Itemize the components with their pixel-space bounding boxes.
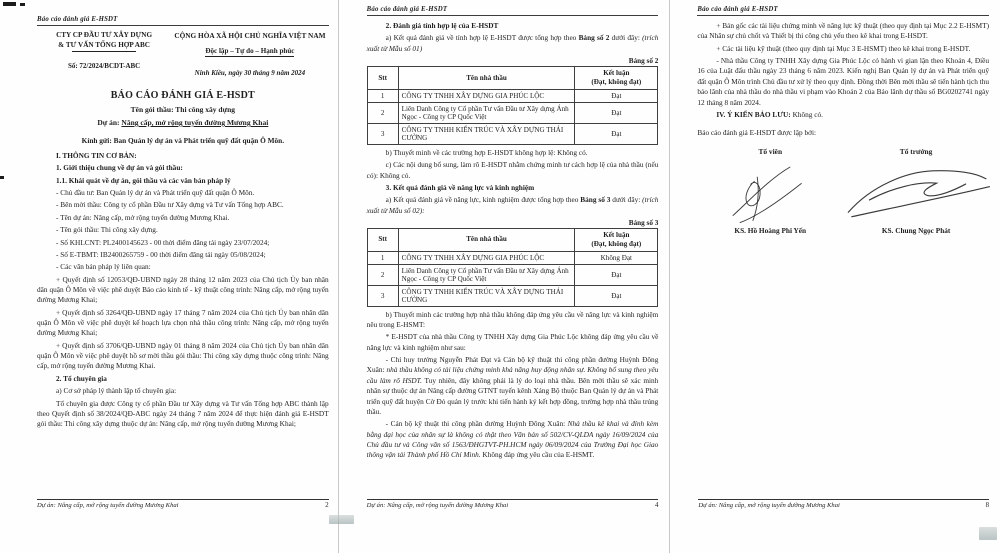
paragraph: - Số KHLCNT: PL2400145623 - 00 thời điểm đăng tải ngày 23/07/2024; bbox=[56, 237, 270, 247]
table-cell: 1 bbox=[367, 89, 398, 102]
table2-label: Bảng số 2 bbox=[628, 57, 659, 66]
eligibility-results-table bbox=[367, 66, 659, 145]
paragraph: + Quyết định số 3264/QĐ-UBND ngày 17 tháng 7 năm 2024 của Chủ tịch Ủy ban nhân dân quận Ô Môn về việc phê duyệt kế hoạch lựa chọn nhà thầu công trình: Nâng cấp, mở rộng tuyến đường Mương Khai; bbox=[37, 307, 329, 338]
scanner-watermark bbox=[329, 515, 354, 524]
page2-body-mid bbox=[367, 148, 659, 216]
table-cell: Liên Danh Công ty Cổ phần Tư vấn Đầu tư Xây dựng Ánh Ngọc - Công ty CP Quốc Việt bbox=[398, 264, 575, 285]
paragraph: Báo cáo đánh giá E-HSDT được lập bởi: bbox=[697, 128, 817, 138]
table-cell: Đạt bbox=[575, 123, 658, 144]
paragraph: * E-HSDT của nhà thầu Công ty TNHH Xây dựng Gia Phúc Lộc không đáp ứng yêu cầu về năng lực và kinh nghiệm như sau: bbox=[366, 332, 659, 352]
letterhead-company bbox=[37, 31, 171, 77]
page-1 bbox=[0, 0, 338, 553]
running-header-text: Báo cáo đánh giá E-HSDT bbox=[366, 6, 448, 13]
paragraph: + Quyết định số 3706/QĐ-UBND ngày 01 tháng 8 năm 2024 của Chủ tịch Ủy ban nhân dân quận Ô Môn về việc phê duyệt hồ sơ mời thầu gói thầu: Thi công xây dựng thuộc công trình: Nâng cấp, mở rộng tuyến đường Mương Khai. bbox=[37, 340, 329, 371]
table-cell: CÔNG TY TNHH XÂY DỰNG GIA PHÚC LỘC bbox=[398, 89, 575, 102]
table-row bbox=[367, 251, 658, 264]
date-place-line: Ninh Kiều, ngày 30 tháng 9 năm 2024 bbox=[194, 69, 306, 77]
page-number: 4 bbox=[654, 502, 659, 509]
signer-role-leader: Tổ trưởng bbox=[899, 146, 933, 156]
paragraph: 2. Đánh giá tính hợp lệ của E-HSDT bbox=[385, 21, 499, 30]
running-header bbox=[697, 6, 989, 16]
paragraph: a) Kết quả đánh giá về tính hợp lệ E-HSDT được tổng hợp theo Bảng số 2 dưới đây: (trích xuất từ Mẫu số 01) bbox=[366, 33, 659, 53]
page-footer bbox=[698, 499, 989, 509]
project-label: Dự án: bbox=[97, 118, 122, 127]
signature-to-vien bbox=[710, 160, 830, 224]
company-name-line2: & TƯ VẤN TỔNG HỢP ABC bbox=[58, 40, 150, 49]
paragraph: - Cán bộ kỹ thuật thi công phần đường Huỳnh Đông Xuân: Nhà thầu kê khai và đính kèm bằng đại học của nhân sự là không có thật theo Văn bản số 502/CV-QLDA ngày 16/09/2024 của Chủ đầu tư và Công văn số 1563/ĐHGTVT-PH.HCM ngày 06/09/2024 của Trường Đại học Giao thông vận tải Thành phố Hồ Chí Minh. Không đáp ứng yêu cầu của E-HSMT. bbox=[366, 419, 659, 460]
signature-left bbox=[697, 147, 843, 235]
paragraph: - Bên mời thầu: Công ty cổ phần Đầu tư Xây dựng và Tư vấn Tổng hợp ABC. bbox=[56, 200, 284, 210]
paragraph: Tổ chuyên gia được Công ty cổ phần Đầu tư Xây dựng và Tư vấn Tổng hợp ABC thành lập theo Quyết định số 38/2024/QĐ-ABC ngày 24 tháng 7 năm 2024 để thực hiện đánh giá E-HSDT gói thầu: Thi công xây dựng thuộc dự án: Nâng cấp, mở rộng tuyến đường Mương Khai; bbox=[37, 398, 329, 429]
paragraph: b) Thuyết minh các trường hợp nhà thầu không đáp ứng yêu cầu về năng lực và kinh nghiệm nêu trong E-HSMT: bbox=[366, 309, 659, 330]
footer-project: Dự án: Nâng cấp, mở rộng tuyến đường Mương Khai bbox=[37, 502, 179, 509]
running-header bbox=[37, 16, 329, 26]
paragraph: - Các văn bản pháp lý liên quan: bbox=[56, 262, 151, 272]
column-header: Tên nhà thầu bbox=[398, 67, 575, 90]
footer-project: Dự án: Nâng cấp, mở rộng tuyến đường Mương Khai bbox=[366, 502, 509, 509]
paragraph: IV. Ý KIẾN BẢO LƯU: Không có. bbox=[716, 109, 823, 119]
table-cell: Không Đạt bbox=[575, 251, 658, 264]
company-underline bbox=[72, 51, 136, 52]
paragraph: 1.1. Khái quát về dự án, gói thầu và các văn bản pháp lý bbox=[56, 175, 231, 185]
signer-name-member: KS. Hồ Hoàng Phi Yến bbox=[734, 225, 807, 235]
table-cell: CÔNG TY TNHH KIẾN TRÚC VÀ XÂY DỰNG THÁI CƯỜNG bbox=[398, 285, 575, 306]
running-header bbox=[367, 6, 659, 16]
letterhead-national bbox=[171, 31, 329, 77]
page-number: 2 bbox=[325, 502, 329, 509]
document-number: Số: 72/2024/BCDT-ABC bbox=[67, 62, 141, 71]
scan-artifact bbox=[20, 3, 25, 6]
column-header: Kết luận (Đạt, không đạt) bbox=[575, 67, 658, 90]
paragraph: - Tên gói thầu: Thi công xây dựng. bbox=[56, 225, 158, 235]
table-cell: Đạt bbox=[575, 285, 658, 306]
table-cell: Đạt bbox=[575, 102, 658, 123]
paragraph: - Số E-TBMT: IB2400265759 - 00 thời điểm đăng tải ngày 05/08/2024; bbox=[56, 249, 266, 259]
signer-name-leader: KS. Chung Ngọc Phát bbox=[881, 225, 951, 235]
signer-role-member: Tổ viên bbox=[758, 146, 783, 156]
column-header: Kết luận (Đạt, không đạt) bbox=[575, 228, 658, 251]
national-motto-line1: CỘNG HÒA XÃ HỘI CHỦ NGHĨA VIỆT NAM bbox=[174, 31, 326, 40]
page-2 bbox=[338, 0, 670, 553]
column-header: Stt bbox=[367, 67, 398, 90]
paragraph: + Các tài liệu kỹ thuật (theo quy định tại Mục 3 E-HSMT) theo kê khai trong E-HSDT. bbox=[716, 43, 971, 53]
page3-body bbox=[697, 21, 989, 120]
table-row bbox=[367, 89, 658, 102]
paragraph: - Chủ đầu tư: Ban Quản lý dự án và Phát triển quỹ đất quận Ô Môn. bbox=[56, 188, 255, 198]
paragraph: + Quyết định số 12053/QĐ-UBND ngày 28 tháng 12 năm 2023 của Chủ tịch Ủy ban nhân dân quận Ô Môn về việc phê duyệt Báo cáo kinh tế - kỹ thuật công trình: Nâng cấp, mở rộng tuyến đường Mương Khai; bbox=[37, 274, 329, 305]
scanner-watermark bbox=[979, 527, 997, 540]
table-cell: Liên Danh Công ty Cổ phần Tư vấn Đầu tư Xây dựng Ánh Ngọc - Công ty CP Quốc Việt bbox=[398, 102, 575, 123]
table-cell: 3 bbox=[367, 123, 398, 144]
table-cell: 1 bbox=[367, 251, 398, 264]
paragraph: b) Thuyết minh về các trường hợp E-HSDT không hợp lệ: Không có. bbox=[385, 147, 588, 157]
table-cell: Đạt bbox=[575, 264, 658, 285]
paragraph: 3. Kết quả đánh giá về năng lực và kinh nghiệm bbox=[385, 182, 535, 192]
scan-artifact bbox=[3, 2, 16, 6]
project-name: Nâng cấp, mở rộng tuyến đường Mương Khai bbox=[121, 118, 269, 127]
page2-body-bottom bbox=[367, 310, 659, 461]
page1-body bbox=[37, 151, 329, 430]
column-header: Stt bbox=[367, 228, 398, 251]
company-name-line1: CTY CP ĐẦU TƯ XÂY DỰNG bbox=[56, 31, 153, 39]
paragraph: I. THÔNG TIN CƠ BẢN: bbox=[56, 151, 137, 160]
page-3 bbox=[669, 0, 1000, 553]
national-motto-line2: Độc lập – Tự do – Hạnh phúc bbox=[205, 47, 295, 55]
paragraph: - Tên dự án: Nâng cấp, mở rộng tuyến đường Mương Khai. bbox=[56, 212, 230, 222]
salutation: Kính gửi: Ban Quản lý dự án và Phát triển quỹ đất quận Ô Môn. bbox=[81, 136, 285, 145]
page-footer bbox=[367, 499, 659, 509]
prepared-by-line bbox=[697, 128, 989, 138]
project-subtitle bbox=[37, 118, 329, 127]
package-subtitle: Tên gói thầu: Thi công xây dựng bbox=[130, 105, 236, 114]
paragraph: a) Cơ sở pháp lý thành lập tổ chuyên gia: bbox=[56, 386, 177, 396]
paragraph: 2. Tổ chuyên gia bbox=[56, 373, 107, 383]
paragraph: - Nhà thầu Công ty TNHH Xây dựng Gia Phúc Lộc có hành vi gian lận theo Khoản 4, Điều 16 của Luật đấu thầu ngày 23 tháng 6 năm 2023. Kiến nghị Ban Quản lý dự án và Phát triển quỹ đất quận Ô Môn trình Chủ đầu tư xử lý theo quy định. Đồng thời Bên mời thầu sẽ tiến hành tịch thu bảo lãnh của nhà thầu do nhà thầu vi phạm vào Khoản 2 của Bảo lãnh dự thầu số BG0202741 ngày 12 tháng 8 năm 2024. bbox=[697, 56, 990, 107]
scan-artifact bbox=[0, 176, 4, 179]
table-row bbox=[367, 264, 658, 285]
capability-results-table bbox=[367, 228, 659, 307]
table-row bbox=[367, 285, 658, 306]
paragraph: c) Các nội dung bổ sung, làm rõ E-HSDT nhằm chứng minh tư cách hợp lệ của nhà thầu (nếu có): Không có. bbox=[366, 160, 659, 180]
running-header-text: Báo cáo đánh giá E-HSDT bbox=[37, 16, 118, 23]
signature-block bbox=[697, 147, 989, 235]
paragraph: 1. Giới thiệu chung về dự án và gói thầu: bbox=[56, 163, 183, 173]
table-cell: 3 bbox=[367, 285, 398, 306]
table-cell: 2 bbox=[367, 102, 398, 123]
page-number: 8 bbox=[985, 502, 990, 509]
table-cell: CÔNG TY TNHH XÂY DỰNG GIA PHÚC LỘC bbox=[398, 251, 575, 264]
footer-project: Dự án: Nâng cấp, mở rộng tuyến đường Mương Khai bbox=[698, 502, 840, 509]
signature-right bbox=[843, 147, 989, 235]
table3-label: Bảng số 3 bbox=[628, 218, 659, 227]
page2-body-top bbox=[367, 21, 659, 54]
table-row bbox=[367, 102, 658, 123]
table-cell: Đạt bbox=[575, 89, 658, 102]
table-row bbox=[367, 123, 658, 144]
report-title: BÁO CÁO ĐÁNH GIÁ E-HSDT bbox=[110, 90, 255, 101]
paragraph: - Chỉ huy trưởng Nguyễn Phát Đạt và Cán bộ kỹ thuật thi công phần đường Huỳnh Đông Xuân: nhà thầu không có tài liệu chứng minh khả năng huy động nhân sự. Không bổ sung theo yêu cầu làm rõ HSDT. Tuy nhiên, đây không phải là lý do loại nhà thầu. Bên mời thầu sẽ xác minh nhân sự thuộc dự án Nâng cấp đường GTNT tuyến kênh Xáng Bộ thuộc Ban Quản lý dự án và Phát triển quỹ đất huyện Cờ Đỏ quản lý trước khi tiến hành ký kết hợp đồng, trường hợp nhà thầu trúng thầu. bbox=[366, 355, 659, 416]
page-footer bbox=[37, 499, 329, 509]
table-cell: CÔNG TY TNHH KIẾN TRÚC VÀ XÂY DỰNG THÁI CƯỜNG bbox=[398, 123, 575, 144]
paragraph: + Bản gốc các tài liệu chứng minh về năng lực kỹ thuật (theo quy định tại Mục 2.2 E-HSMT) của Nhân sự chủ chốt và Thiết bị thi công chủ yếu theo kê khai trong E-HSDT. bbox=[697, 21, 990, 41]
paragraph: a) Kết quả đánh giá về năng lực, kinh nghiệm được tổng hợp theo Bảng số 3 dưới đây: (trích xuất từ Mẫu số 02): bbox=[366, 195, 659, 215]
signature-to-truong bbox=[843, 160, 993, 224]
column-header: Tên nhà thầu bbox=[398, 228, 575, 251]
table-cell: 2 bbox=[367, 264, 398, 285]
running-header-text: Báo cáo đánh giá E-HSDT bbox=[697, 6, 778, 13]
letterhead bbox=[37, 31, 329, 77]
